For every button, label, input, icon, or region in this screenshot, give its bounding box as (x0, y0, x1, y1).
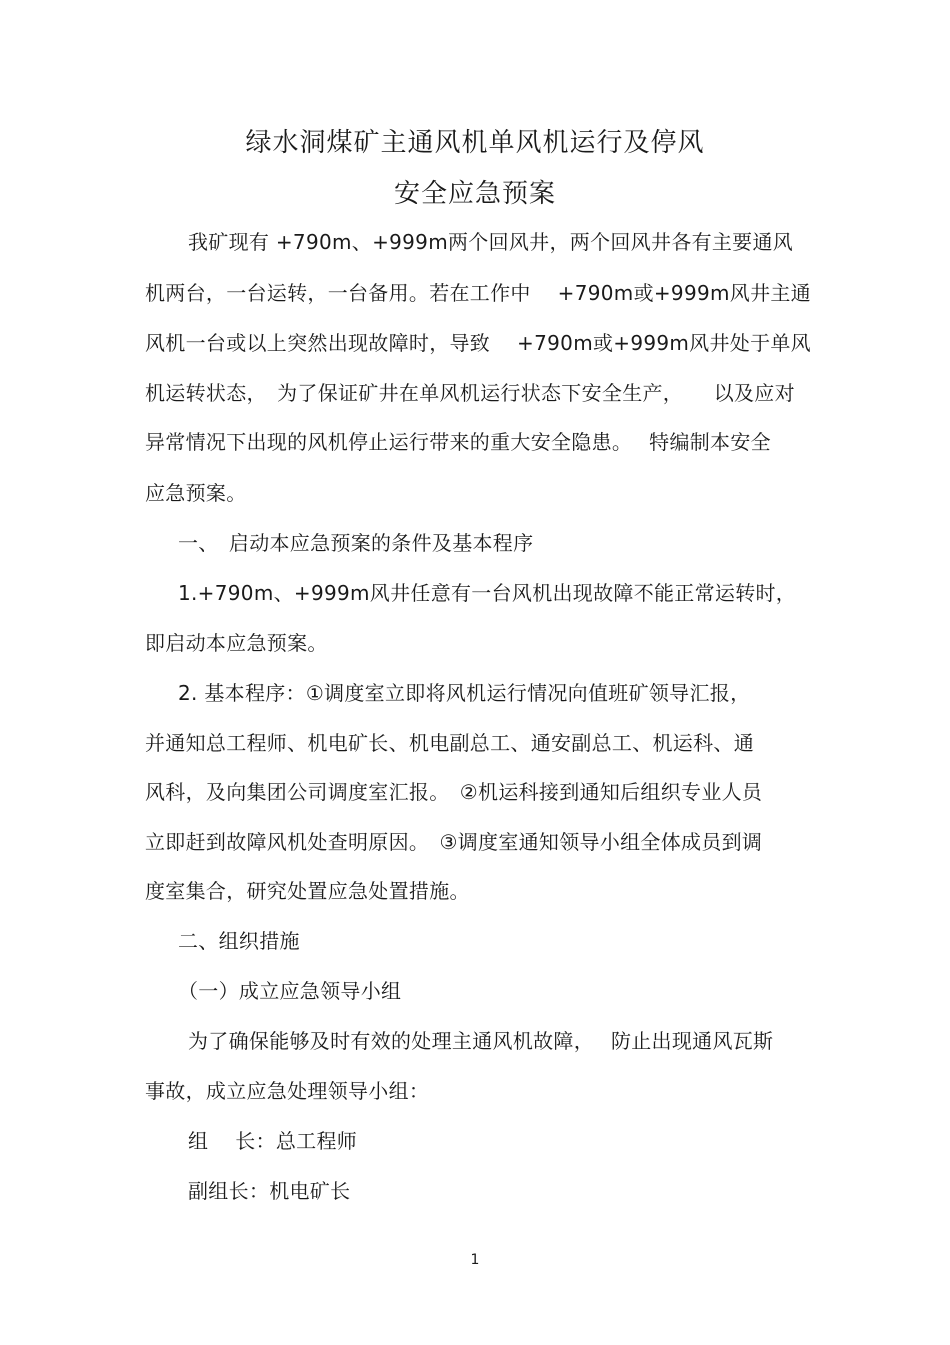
document-title-line-2: 安全应急预案 (393, 179, 556, 209)
document-title-line-1: 绿水洞煤矿主通风机单风机运行及停风 (245, 128, 705, 158)
deputy-leader-entry: 副组长：机电矿长 (188, 1179, 351, 1203)
paragraph-line: 我矿现有 +790m、+999m两个回风井，两个回风井各有主要通风 (188, 230, 794, 254)
paragraph-line: 为了确保能够及时有效的处理主通风机故障， 防止出现通风瓦斯 (188, 1029, 774, 1053)
paragraph-line: 风科，及向集团公司调度室汇报。 ②机运科接到通知后组织专业人员 (145, 780, 763, 804)
section-heading: 二、组织措施 (178, 929, 300, 953)
paragraph-line: 机运转状态， 为了保证矿井在单风机运行状态下安全生产， 以及应对 (145, 381, 795, 405)
paragraph-line: 事故，成立应急处理领导小组： (145, 1079, 430, 1103)
leader-entry: 组 长：总工程师 (188, 1129, 358, 1153)
page-number: 1 (470, 1252, 480, 1268)
section-heading: 一、 启动本应急预案的条件及基本程序 (178, 531, 534, 555)
subsection-heading: （一）成立应急领导小组 (178, 979, 402, 1003)
paragraph-line: 1.+790m、+999m风井任意有一台风机出现故障不能正常运转时， (178, 581, 797, 605)
paragraph-line: 机两台，一台运转，一台备用。若在工作中 +790m或+999m风井主通 (145, 281, 811, 305)
paragraph-line: 并通知总工程师、机电矿长、机电副总工、通安副总工、机运科、通 (145, 731, 754, 755)
paragraph-line: 2. 基本程序：①调度室立即将风机运行情况向值班矿领导汇报， (178, 681, 751, 705)
paragraph-line: 应急预案。 (145, 481, 247, 505)
paragraph-line: 即启动本应急预案。 (145, 631, 328, 655)
paragraph-line: 度室集合，研究处置应急处置措施。 (145, 879, 470, 903)
paragraph-line: 立即赶到故障风机处查明原因。 ③调度室通知领导小组全体成员到调 (145, 830, 763, 854)
paragraph-line: 风机一台或以上突然出现故障时，导致 +790m或+999m风井处于单风 (145, 331, 811, 355)
paragraph-line: 异常情况下出现的风机停止运行带来的重大安全隐患。 特编制本安全 (145, 430, 771, 454)
